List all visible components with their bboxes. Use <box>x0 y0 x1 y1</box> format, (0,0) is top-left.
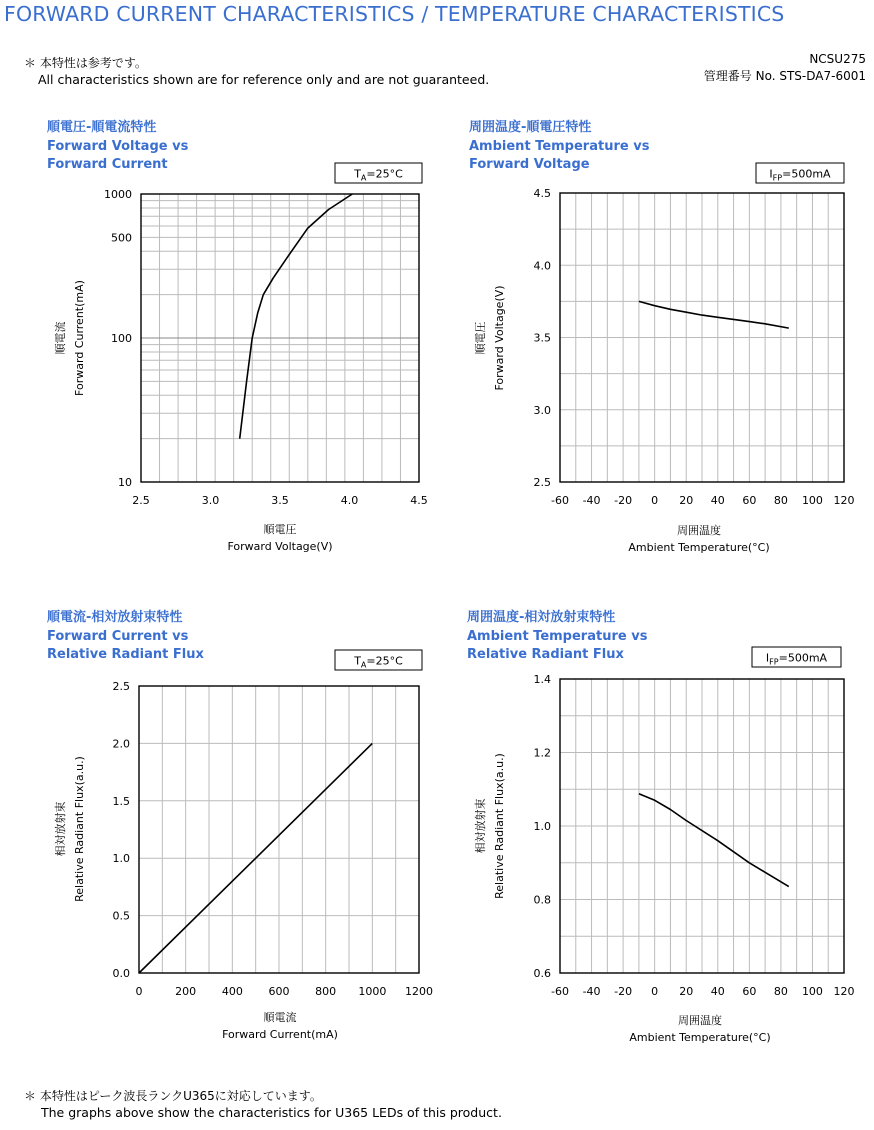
chart-title-jp: 順電圧-順電流特性 <box>47 120 157 135</box>
y-axis-label-jp: 順電流 <box>54 321 67 355</box>
chart-if-flux <box>47 609 433 1041</box>
y-axis-label-jp: 相対放射束 <box>474 798 487 854</box>
x-axis-label-jp: 順電流 <box>263 1011 297 1024</box>
y-tick-label: 1.2 <box>533 746 551 760</box>
reference-note-jp: ＊ 本特性は参考です。 <box>24 56 147 70</box>
x-tick-label: 20 <box>679 494 694 507</box>
chart-title-line1: Ambient Temperature vs <box>469 139 650 154</box>
y-tick-label: 4.5 <box>533 187 551 200</box>
x-axis-label-jp: 順電圧 <box>263 523 297 536</box>
chart-title-line2: Forward Voltage <box>469 157 590 172</box>
grid <box>560 679 844 973</box>
series-line <box>240 194 353 439</box>
x-axis-label-jp: 周囲温度 <box>677 524 721 537</box>
reference-note-en: All characteristics shown are for reference only and are not guaranteed. <box>38 72 490 87</box>
chart-title-line1: Forward Voltage vs <box>47 139 189 154</box>
x-tick-label: -60 <box>551 985 569 998</box>
chart-title-line2: Relative Radiant Flux <box>47 647 204 662</box>
x-tick-label: 80 <box>773 985 788 998</box>
y-tick-label: 0.5 <box>112 909 130 923</box>
x-tick-label: 2.5 <box>132 494 150 507</box>
grid <box>141 194 419 482</box>
x-tick-label: 200 <box>175 985 197 998</box>
series-line <box>639 301 789 328</box>
x-tick-label: 100 <box>801 985 823 998</box>
y-tick-label: 2.5 <box>112 680 130 693</box>
condition-label: $I_{FP}=500mA$ <box>769 167 831 183</box>
x-tick-label: 800 <box>315 985 337 998</box>
y-tick-label: 0.0 <box>112 967 130 980</box>
x-tick-label: 120 <box>833 494 855 507</box>
chart-title-line2: Forward Current <box>47 157 168 172</box>
x-tick-label: 40 <box>710 494 725 507</box>
x-tick-label: 3.5 <box>271 494 289 507</box>
x-tick-label: 4.0 <box>340 494 359 507</box>
x-tick-label: 80 <box>773 494 788 507</box>
x-tick-label: -60 <box>551 494 569 507</box>
y-tick-label: 3.5 <box>533 331 551 345</box>
x-tick-label: 60 <box>742 985 757 998</box>
x-tick-label: 1200 <box>405 985 433 998</box>
chart-ta-flux <box>467 609 855 1044</box>
chart-ta-vf <box>469 119 855 554</box>
condition-label: $T_A=25^\circ C$ <box>354 654 403 670</box>
grid <box>560 193 844 482</box>
x-tick-label: 0 <box>135 985 143 998</box>
x-tick-label: -40 <box>582 985 601 998</box>
grid <box>139 686 419 973</box>
x-tick-label: 4.5 <box>410 494 428 507</box>
x-axis-label: Forward Voltage(V) <box>227 540 333 553</box>
y-axis-label-jp: 相対放射束 <box>54 801 67 857</box>
x-tick-label: 20 <box>679 985 694 998</box>
y-tick-label: 1000 <box>104 188 132 201</box>
x-tick-label: 0 <box>651 494 659 507</box>
y-tick-label: 100 <box>111 332 132 345</box>
x-axis-label-jp: 周囲温度 <box>678 1014 722 1027</box>
y-tick-label: 1.0 <box>533 820 551 833</box>
x-tick-label: 40 <box>710 985 725 998</box>
y-tick-label: 1.0 <box>112 852 130 866</box>
y-axis-label: Forward Current(mA) <box>73 280 86 396</box>
x-tick-label: 3.0 <box>201 494 220 507</box>
document-number: 管理番号 No. STS-DA7-6001 <box>703 69 866 83</box>
x-axis-label: Forward Current(mA) <box>222 1028 338 1041</box>
model-number: NCSU275 <box>809 52 866 66</box>
condition-label: $I_{FP}=500mA$ <box>765 651 828 667</box>
y-tick-label: 2.5 <box>533 476 551 489</box>
y-tick-label: 10 <box>118 476 132 489</box>
chart-title-jp: 周囲温度-順電圧特性 <box>469 120 592 135</box>
y-tick-label: 1.5 <box>112 794 130 808</box>
x-tick-label: 0 <box>651 985 659 998</box>
y-axis-label: Relative Radiant Flux(a.u.) <box>493 753 506 899</box>
x-tick-label: 400 <box>221 985 243 998</box>
x-axis-label: Ambient Temperature(°C) <box>628 541 770 554</box>
chart-title-line1: Ambient Temperature vs <box>467 629 648 644</box>
chart-title-jp: 周囲温度-相対放射束特性 <box>467 610 616 625</box>
chart-title-line2: Relative Radiant Flux <box>467 647 624 662</box>
page-title: FORWARD CURRENT CHARACTERISTICS / TEMPERATURE CHARACTERISTICS <box>4 2 785 26</box>
series-line <box>639 794 789 887</box>
chart-title-line1: Forward Current vs <box>47 629 189 644</box>
y-tick-label: 500 <box>111 231 132 245</box>
x-tick-label: 1000 <box>358 985 387 998</box>
x-axis-label: Ambient Temperature(°C) <box>629 1031 771 1044</box>
y-axis-label-jp: 順電圧 <box>474 321 487 355</box>
rank-note-jp: ＊ 本特性はピーク波長ランクU365に対応しています。 <box>24 1089 322 1103</box>
x-tick-label: 600 <box>268 985 290 998</box>
x-tick-label: 120 <box>833 985 855 998</box>
rank-note-en: The graphs above show the characteristics for U365 LEDs of this product. <box>41 1105 502 1120</box>
chart-title-jp: 順電流-相対放射束特性 <box>47 610 183 625</box>
y-tick-label: 4.0 <box>533 259 551 273</box>
y-tick-label: 1.4 <box>533 673 551 686</box>
y-axis-label: Relative Radiant Flux(a.u.) <box>73 756 86 902</box>
chart-fv-if <box>47 119 428 553</box>
x-tick-label: -20 <box>614 985 633 998</box>
x-tick-label: 100 <box>801 494 823 507</box>
y-tick-label: 0.8 <box>533 893 551 907</box>
x-tick-label: -20 <box>614 494 633 507</box>
y-tick-label: 3.0 <box>533 403 551 417</box>
x-tick-label: 60 <box>742 494 757 507</box>
condition-label: $T_A=25^\circ C$ <box>354 167 403 183</box>
x-tick-label: -40 <box>582 494 601 507</box>
y-tick-label: 0.6 <box>533 967 551 980</box>
y-tick-label: 2.0 <box>112 737 130 751</box>
y-axis-label: Forward Voltage(V) <box>493 285 506 391</box>
